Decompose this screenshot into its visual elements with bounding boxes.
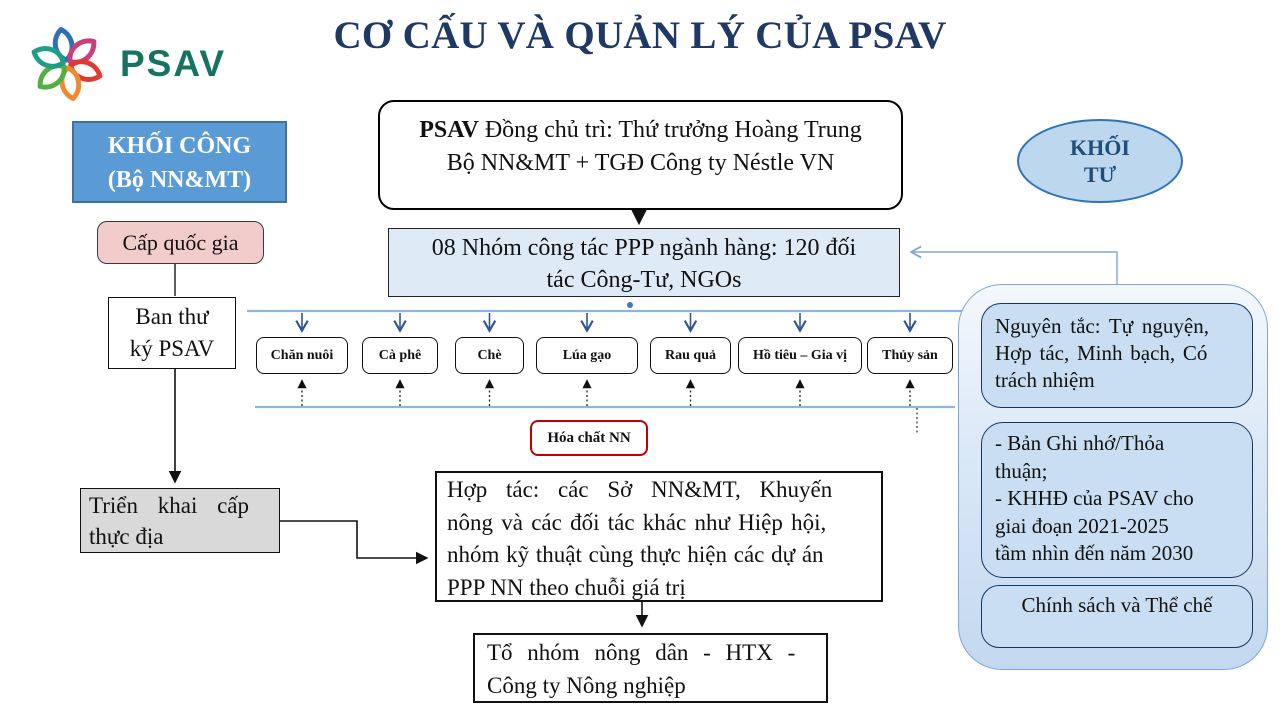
text-line: Tổ nhóm nông dân - HTX - (487, 640, 796, 665)
working-group-box: Chè (455, 337, 524, 374)
cooperation-box (435, 471, 883, 602)
text-line: Nguyên tắc: Tự nguyện, (995, 314, 1209, 338)
text-line: Hợp tác, Minh bạch, Có (995, 341, 1208, 365)
working-group-box: Chăn nuôi (256, 337, 348, 374)
text-line: - KHHĐ của PSAV cho (995, 486, 1194, 510)
text-line: thuận; (995, 458, 1048, 483)
cochair-box (378, 100, 903, 210)
text-line: (Bộ NN&MT) (107, 167, 252, 193)
text-line: thực địa (89, 524, 164, 549)
bus-node-dot (627, 302, 633, 308)
working-groups-summary-box (388, 228, 900, 297)
page-title: CƠ CẤU VÀ QUẢN LÝ CỦA PSAV (333, 14, 947, 57)
text-line: - Bản Ghi nhớ/Thỏa (995, 431, 1165, 455)
public-sector-block (72, 121, 287, 203)
text-line: KHỐI CÔNG (107, 133, 252, 159)
farmer-groups-box (473, 633, 828, 703)
arrow-field-to-cooperation (280, 521, 426, 558)
text-line: tác Công-Tư, NGOs (546, 267, 742, 293)
policy-box: Chính sách và Thể chế (981, 585, 1253, 648)
text-line: tầm nhìn đến năm 2030 (995, 541, 1194, 565)
working-group-box: Lúa gạo (536, 337, 638, 374)
text-line: Công ty Nông nghiệp (487, 673, 686, 698)
text-line: ký PSAV (129, 336, 215, 361)
text-line: Ban thư (135, 304, 209, 329)
cochair-line2: Bộ NN&MT + TGĐ Công ty Néstle VN (446, 150, 835, 176)
cochair-line1: Đồng chủ trì: Thứ trưởng Hoàng Trung (478, 117, 862, 143)
text-line: nhóm kỹ thuật cùng thực hiện các dự án (447, 542, 824, 567)
text-line: KHỐI (1070, 135, 1130, 160)
working-group-box: Cà phê (362, 337, 438, 374)
text-line: nông và các đối tác khác như Hiệp hội, (447, 509, 827, 535)
text-line: trách nhiệm (995, 368, 1095, 392)
arrow-private-to-groups (912, 252, 1117, 285)
field-implementation-box (80, 488, 280, 553)
psav-logo-text: PSAV (120, 43, 227, 84)
text-line: Triển khai cấp (89, 493, 250, 518)
text-line: TƯ (1083, 162, 1117, 187)
national-level-box: Cấp quốc gia (97, 221, 264, 264)
text-line: 08 Nhóm công tác PPP ngành hàng: 120 đối (431, 235, 857, 261)
private-sector-ellipse (1017, 119, 1183, 203)
cochair-bold-text: PSAV (419, 117, 479, 143)
principles-box (981, 303, 1253, 408)
documents-box (981, 422, 1253, 578)
agrochemicals-box: Hóa chất NN (530, 420, 648, 456)
text-line: PPP NN theo chuỗi giá trị (447, 574, 686, 600)
text-line: Hợp tác: các Sở NN&MT, Khuyến (447, 477, 833, 502)
working-group-box: Hồ tiêu – Gia vị (738, 337, 862, 374)
working-group-box: Thủy sản (867, 337, 953, 374)
text-line: giai đoạn 2021-2025 (995, 513, 1169, 538)
working-group-box: Rau quả (650, 337, 731, 374)
